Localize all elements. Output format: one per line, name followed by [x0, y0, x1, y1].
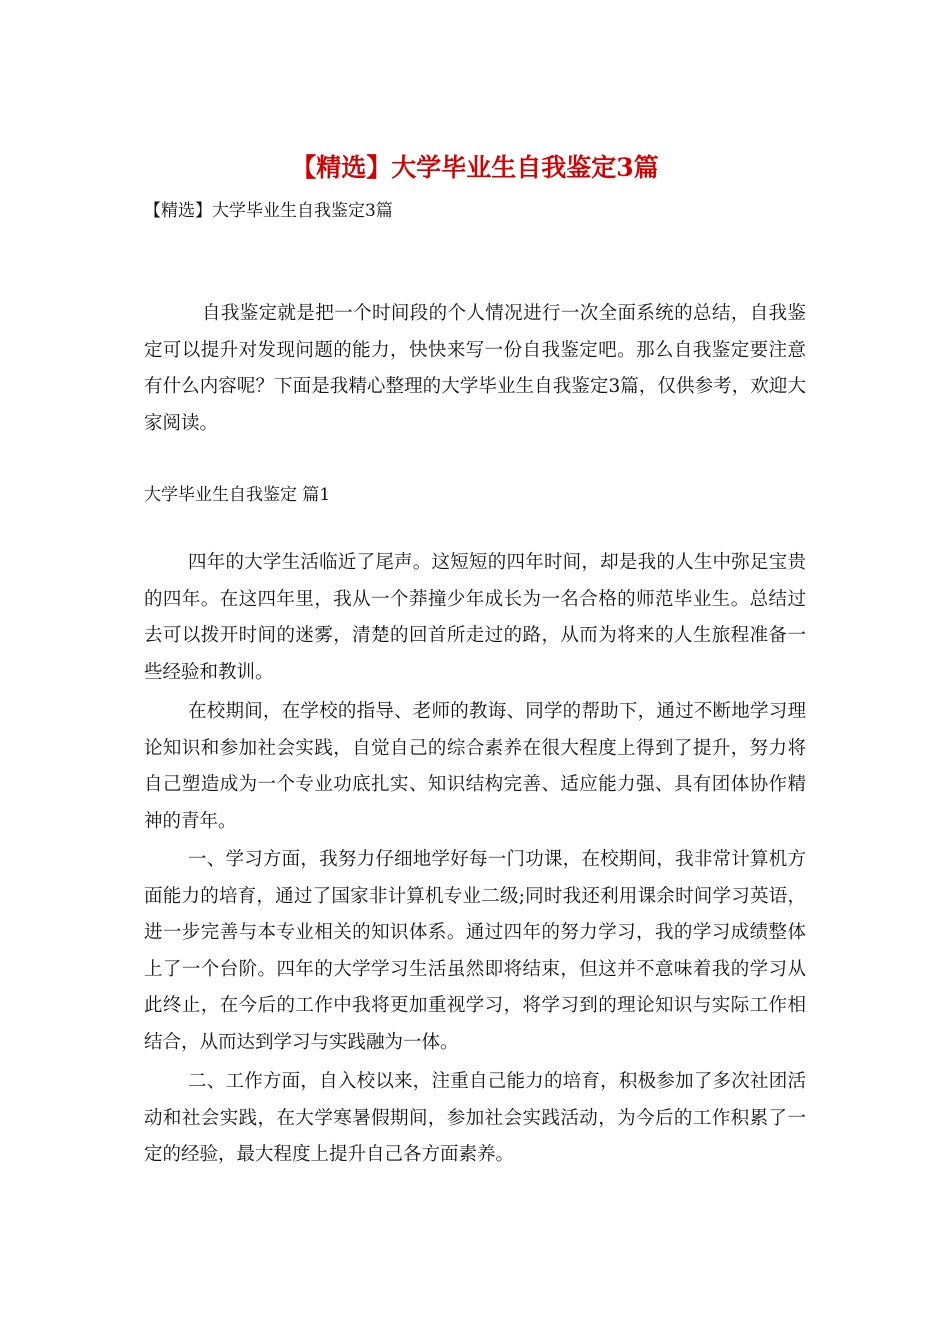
body-paragraph: 二、工作方面，自入校以来，注重自己能力的培育，积极参加了多次社团活动和社会实践，在大学寒暑假期间，参加社会实践活动，为今后的工作积累了一定的经验，最大程度上提升自己各方面素养。 [144, 1071, 806, 1166]
document-subtitle: 【精选】大学毕业生自我鉴定3篇 [144, 201, 393, 221]
section-heading: 大学毕业生自我鉴定 篇1 [144, 485, 331, 505]
document-title: 【精选】大学毕业生自我鉴定3篇 [291, 153, 659, 182]
intro-paragraph: 自我鉴定就是把一个时间段的个人情况进行一次全面系统的总结，自我鉴定可以提升对发现问题的能力，快快来写一份自我鉴定吧。那么自我鉴定要注意有什么内容呢？下面是我精心整理的大学毕业生自我鉴定3篇，仅供参考，欢迎大家阅读。 [144, 303, 806, 434]
body-paragraph: 在校期间，在学校的指导、老师的教诲、同学的帮助下，通过不断地学习理论知识和参加社会实践，自觉自己的综合素养在很大程度上得到了提升，努力将自己塑造成为一个专业功底扎实、知识结构完善、适应能力强、具有团体协作精神的青年。 [144, 701, 806, 832]
body-paragraph: 四年的大学生活临近了尾声。这短短的四年时间，却是我的人生中弥足宝贵的四年。在这四年里，我从一个莽撞少年成长为一名合格的师范毕业生。总结过去可以拨开时间的迷雾，清楚的回首所走过的路，从而为将来的人生旅程准备一些经验和教训。 [144, 552, 806, 683]
body-paragraph: 一、学习方面，我努力仔细地学好每一门功课，在校期间，我非常计算机方面能力的培育，通过了国家非计算机专业二级;同时我还利用课余时间学习英语，进一步完善与本专业相关的知识体系。通过四年的努力学习，我的学习成绩整体上了一个台阶。四年的大学学习生活虽然即将结束，但这并不意味着我的学习从此终止，在今后的工作中我将更加重视学习，将学习到的理论知识与实际工作相结合，从而达到学习与实践融为一体。 [144, 849, 806, 1053]
